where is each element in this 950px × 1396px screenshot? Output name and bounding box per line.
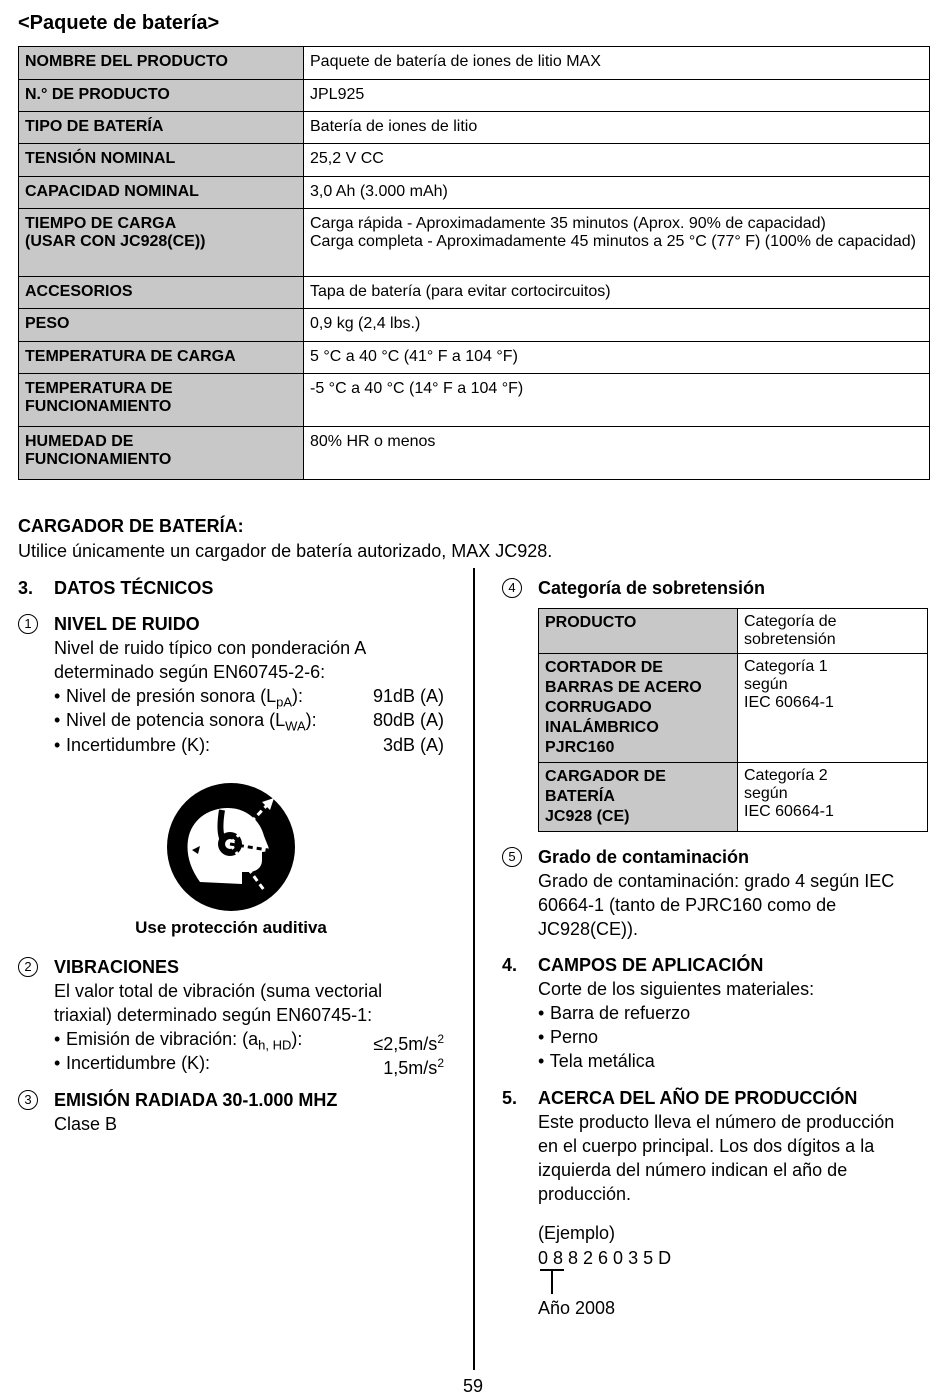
vibration-emission-row: • Emisión de vibración: $(a_{h, HD})$: $\le 2,5m/s^2$ bbox=[54, 1029, 444, 1054]
overvoltage-number-badge: 4 bbox=[502, 578, 522, 598]
page-number: 59 bbox=[463, 1376, 484, 1396]
vibration-number-badge: 2 bbox=[18, 957, 38, 977]
spec-row bbox=[19, 209, 930, 277]
application-item: • Perno bbox=[538, 1027, 599, 1047]
section-5-line-3: izquierda del número indican el año de bbox=[538, 1160, 848, 1180]
example-label: (Ejemplo) bbox=[538, 1223, 616, 1243]
spec-value: Tapa de batería (para evitar cortocircuitos) bbox=[304, 277, 930, 309]
spec-value: 80% HR o menos bbox=[304, 427, 930, 480]
emission-number-badge: 3 bbox=[18, 1090, 38, 1110]
charger-title: CARGADOR DE BATERÍA: bbox=[18, 516, 244, 536]
spec-row bbox=[19, 277, 930, 309]
noise-pressure-row: • Nivel de presión sonora $(L_{pA})$: 91dB (A) bbox=[54, 686, 444, 710]
example-number: 0 8 8 2 6 0 3 5 D bbox=[538, 1248, 672, 1268]
spec-row bbox=[19, 177, 930, 209]
emission-text: Clase B bbox=[54, 1114, 118, 1134]
noise-number-badge: 1 bbox=[18, 614, 38, 634]
spec-key: NOMBRE DEL PRODUCTO bbox=[19, 47, 304, 80]
noise-power-sub: WA bbox=[285, 718, 306, 734]
noise-uncertainty-label: Incertidumbre (K): bbox=[66, 735, 211, 755]
spec-key: TENSIÓN NOMINAL bbox=[19, 144, 304, 177]
spec-key: TIEMPO DE CARGA (USAR CON JC928(CE)) bbox=[19, 209, 304, 277]
vibration-uncertainty-row: • Incertidumbre (K): $1,5m/s^2$ bbox=[54, 1053, 444, 1078]
section-4-intro: Corte de los siguientes materiales: bbox=[538, 979, 815, 999]
application-item: • Barra de refuerzo bbox=[538, 1003, 691, 1023]
spec-value: Carga rápida - Aproximadamente 35 minutos (Aprox. 90% de capacidad) Carga completa - Aproximadamente 45 minutos a 25 °C (77° F) (100% de capacidad) bbox=[304, 209, 930, 277]
overvoltage-key: CARGADOR DE BATERÍA JC928 (CE) bbox=[539, 763, 738, 832]
vibration-emission-sub: h, HD bbox=[258, 1037, 292, 1053]
overvoltage-value: Categoría de sobretensión bbox=[738, 609, 928, 654]
vibration-line-2: triaxial) determinado según EN60745-1: bbox=[54, 1005, 373, 1025]
section-5-line-4: producción. bbox=[538, 1184, 632, 1204]
section-5-title: ACERCA DEL AÑO DE PRODUCCIÓN bbox=[538, 1088, 858, 1108]
noise-line-1: Nivel de ruido típico con ponderación A bbox=[54, 638, 367, 658]
application-item: • Tela metálica bbox=[538, 1051, 655, 1071]
example-year: Año 2008 bbox=[538, 1298, 616, 1318]
overvoltage-table bbox=[538, 608, 928, 832]
section-4-number: 4. bbox=[502, 955, 518, 975]
pollution-number-badge: 5 bbox=[502, 847, 522, 867]
pollution-line-2: 60664-1 (tanto de PJRC160 como de bbox=[538, 895, 837, 915]
noise-power-row: • Nivel de potencia sonora $(L_{WA})$: 80dB (A) bbox=[54, 710, 444, 734]
spec-value: 0,9 kg (2,4 lbs.) bbox=[304, 309, 930, 342]
overvoltage-key: CORTADOR DE BARRAS DE ACERO CORRUGADO INALÁMBRICO PJRC160 bbox=[539, 654, 738, 763]
example-bracket bbox=[538, 1268, 568, 1296]
battery-section-title: <Paquete de batería> bbox=[18, 12, 220, 34]
pollution-title: Grado de contaminación bbox=[538, 847, 750, 867]
noise-pressure-tail: ): bbox=[292, 686, 304, 706]
pollution-line-1: Grado de contaminación: grado 4 según IEC bbox=[538, 871, 895, 891]
spec-key: TEMPERATURA DE CARGA bbox=[19, 342, 304, 374]
noise-title: NIVEL DE RUIDO bbox=[54, 614, 200, 634]
spec-row bbox=[19, 80, 930, 112]
overvoltage-row bbox=[539, 654, 928, 763]
overvoltage-title: Categoría de sobretensión bbox=[538, 578, 766, 598]
noise-power-tail: ): bbox=[305, 710, 317, 730]
battery-spec-table bbox=[18, 46, 930, 480]
spec-key: PESO bbox=[19, 309, 304, 342]
spec-value: 25,2 V CC bbox=[304, 144, 930, 177]
overvoltage-row bbox=[539, 609, 928, 654]
spec-row bbox=[19, 374, 930, 427]
spec-key: N.° DE PRODUCTO bbox=[19, 80, 304, 112]
spec-key: TEMPERATURA DE FUNCIONAMIENTO bbox=[19, 374, 304, 427]
charger-text: Utilice únicamente un cargador de batería autorizado, MAX JC928. bbox=[18, 541, 553, 561]
vibration-uncertainty-label: Incertidumbre (K): bbox=[66, 1053, 211, 1073]
spec-value: JPL925 bbox=[304, 80, 930, 112]
hearing-protection-caption: Use protección auditiva bbox=[135, 918, 327, 937]
pollution-line-3: JC928(CE)). bbox=[538, 919, 639, 939]
section-5-line-2: en el cuerpo principal. Los dos dígitos a la bbox=[538, 1136, 875, 1156]
section-3-number: 3. bbox=[18, 578, 34, 598]
noise-power-value: 80dB (A) bbox=[372, 710, 444, 730]
section-5-number: 5. bbox=[502, 1088, 518, 1108]
spec-value: 3,0 Ah (3.000 mAh) bbox=[304, 177, 930, 209]
vibration-uncertainty-value: 1,5m/s bbox=[383, 1058, 438, 1078]
vibration-emission-sup: 2 bbox=[437, 1032, 444, 1046]
section-5-line-1: Este producto lleva el número de producción bbox=[538, 1112, 895, 1132]
spec-value: -5 °C a 40 °C (14° F a 104 °F) bbox=[304, 374, 930, 427]
vibration-title: VIBRACIONES bbox=[54, 957, 180, 977]
spec-value: Paquete de batería de iones de litio MAX bbox=[304, 47, 930, 80]
spec-key: TIPO DE BATERÍA bbox=[19, 112, 304, 144]
column-divider bbox=[473, 568, 475, 1370]
overvoltage-value: Categoría 1 según IEC 60664-1 bbox=[738, 654, 928, 763]
emission-title: EMISIÓN RADIADA 30-1.000 MHZ bbox=[54, 1090, 338, 1110]
noise-pressure-label: Nivel de presión sonora (L bbox=[66, 686, 277, 706]
overvoltage-key: PRODUCTO bbox=[539, 609, 738, 654]
spec-row bbox=[19, 144, 930, 177]
hearing-protection-icon bbox=[164, 780, 298, 914]
spec-row bbox=[19, 427, 930, 480]
spec-row bbox=[19, 112, 930, 144]
spec-key: CAPACIDAD NOMINAL bbox=[19, 177, 304, 209]
noise-line-2: determinado según EN60745-2-6: bbox=[54, 662, 326, 682]
overvoltage-value: Categoría 2 según IEC 60664-1 bbox=[738, 763, 928, 832]
vibration-line-1: El valor total de vibración (suma vectorial bbox=[54, 981, 383, 1001]
noise-uncertainty-value: 3dB (A) bbox=[382, 735, 444, 755]
spec-value: Batería de iones de litio bbox=[304, 112, 930, 144]
noise-uncertainty-row: • Incertidumbre (K): 3dB (A) bbox=[54, 735, 444, 755]
spec-key: ACCESORIOS bbox=[19, 277, 304, 309]
spec-value: 5 °C a 40 °C (41° F a 104 °F) bbox=[304, 342, 930, 374]
overvoltage-row bbox=[539, 763, 928, 832]
noise-power-label: Nivel de potencia sonora (L bbox=[66, 710, 286, 730]
noise-pressure-value: 91dB (A) bbox=[372, 686, 444, 706]
section-4-title: CAMPOS DE APLICACIÓN bbox=[538, 955, 764, 975]
vibration-emission-value: ≤2,5m/s bbox=[373, 1034, 438, 1054]
spec-row bbox=[19, 47, 930, 80]
spec-row bbox=[19, 309, 930, 342]
spec-row bbox=[19, 342, 930, 374]
vibration-emission-tail: ): bbox=[291, 1029, 303, 1049]
vibration-uncertainty-sup: 2 bbox=[437, 1056, 444, 1070]
vibration-emission-label: Emisión de vibración: (a bbox=[66, 1029, 259, 1049]
section-3-title: DATOS TÉCNICOS bbox=[54, 578, 214, 598]
spec-key: HUMEDAD DE FUNCIONAMIENTO bbox=[19, 427, 304, 480]
noise-pressure-sub: pA bbox=[276, 694, 293, 710]
